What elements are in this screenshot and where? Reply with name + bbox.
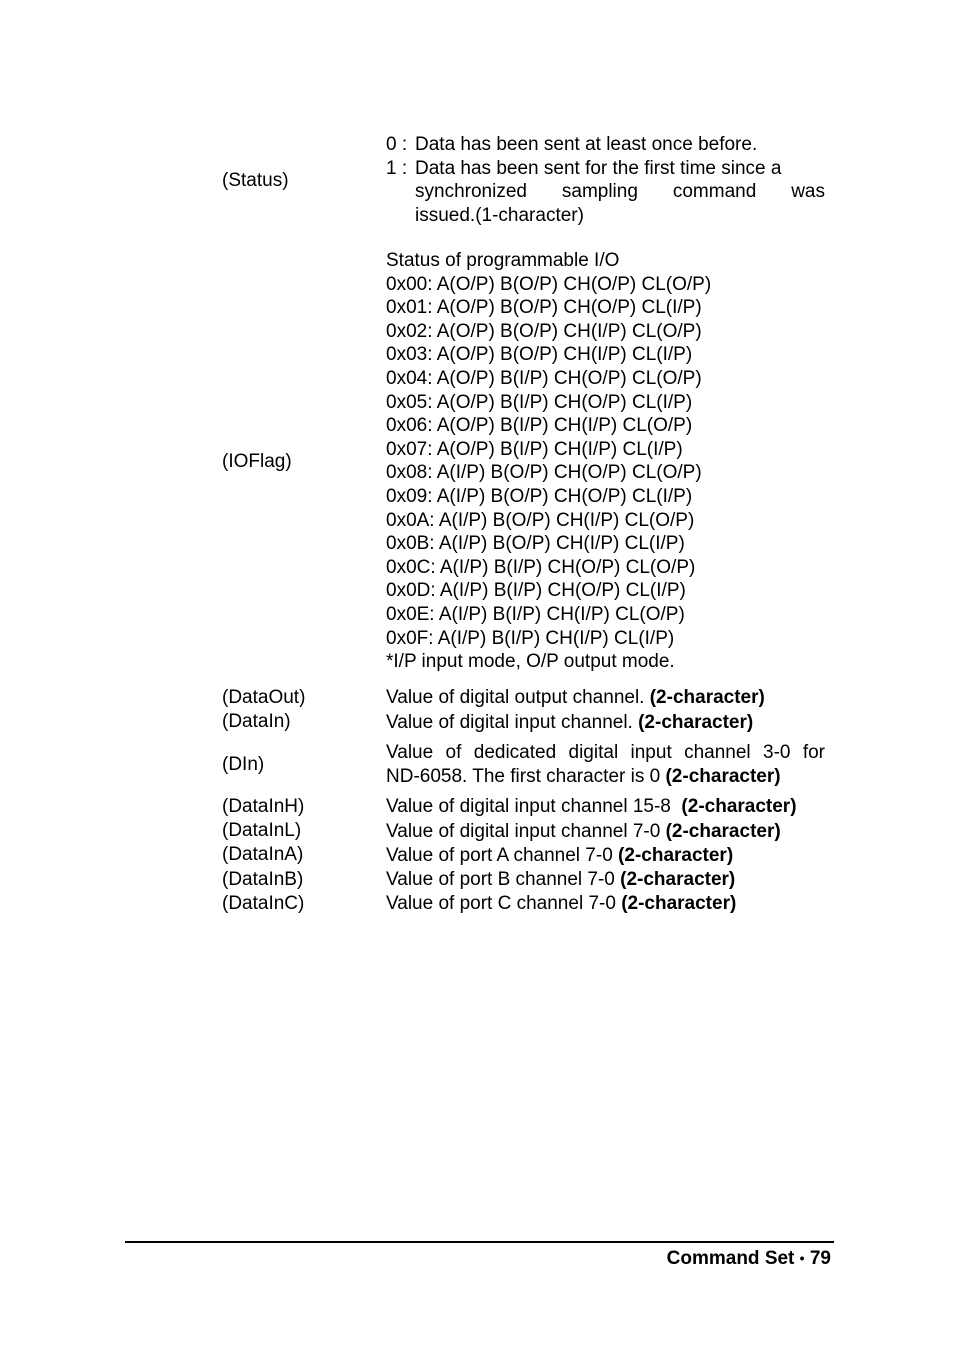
label-din: (DIn)	[222, 754, 265, 775]
label-datainb: (DataInB)	[222, 869, 304, 890]
status-item-1-line-1: Data has been sent for the first time since a	[415, 157, 782, 179]
ioflag-code: 0x09: A(I/P) B(O/P) CH(O/P) CL(I/P)	[386, 485, 693, 507]
datain-text: Value of digital input channel.	[386, 712, 639, 733]
label-datain: (DataIn)	[222, 711, 291, 732]
din-line-2	[386, 765, 825, 789]
label-dataout: (DataOut)	[222, 687, 306, 708]
datainc-text: Value of port C channel 7-0	[386, 893, 622, 914]
ioflag-code: 0x03: A(O/P) B(O/P) CH(I/P) CL(I/P)	[386, 344, 693, 366]
ioflag-code: 0x0E: A(I/P) B(I/P) CH(I/P) CL(O/P)	[386, 603, 685, 625]
datain-text-line	[386, 711, 825, 735]
din-description	[386, 741, 825, 788]
datainl-text: Value of digital input channel 7-0	[386, 821, 666, 842]
ioflag-code: 0x05: A(O/P) B(I/P) CH(O/P) CL(I/P)	[386, 391, 693, 413]
status-item-1-line-2: synchronized sampling command was	[415, 181, 825, 203]
ioflag-code: 0x06: A(O/P) B(I/P) CH(I/P) CL(O/P)	[386, 415, 693, 437]
label-status: (Status)	[222, 170, 289, 191]
ioflag-code: 0x00: A(O/P) B(O/P) CH(O/P) CL(O/P)	[386, 273, 712, 295]
ioflag-description	[386, 249, 825, 674]
dataina-size: (2-character)	[618, 845, 734, 866]
ioflag-note: *I/P input mode, O/P output mode.	[386, 651, 675, 673]
ioflag-code: 0x02: A(O/P) B(O/P) CH(I/P) CL(O/P)	[386, 320, 702, 342]
ioflag-code: 0x0C: A(I/P) B(I/P) CH(O/P) CL(O/P)	[386, 556, 696, 578]
dataout-text-line	[386, 686, 825, 710]
label-ioflag: (IOFlag)	[222, 451, 292, 472]
datainc-description	[386, 892, 825, 916]
datain-description	[386, 711, 825, 735]
datainb-text: Value of port B channel 7-0	[386, 869, 621, 890]
label-datainl: (DataInL)	[222, 820, 302, 841]
ioflag-code: 0x01: A(O/P) B(O/P) CH(O/P) CL(I/P)	[386, 297, 702, 319]
page-number: 79	[809, 1248, 831, 1269]
datainb-size: (2-character)	[620, 869, 736, 890]
datainc-text-line	[386, 892, 825, 916]
status-item-1-line-3: issued.(1-character)	[415, 204, 584, 226]
dataina-text-line	[386, 844, 825, 868]
label-datainh: (DataInH)	[222, 796, 305, 817]
datainh-text-line	[386, 795, 825, 819]
ioflag-code: 0x07: A(O/P) B(I/P) CH(I/P) CL(I/P)	[386, 438, 683, 460]
ioflag-code: 0x04: A(O/P) B(I/P) CH(O/P) CL(O/P)	[386, 367, 702, 389]
din-text: ND-6058. The first character is 0	[386, 765, 666, 787]
label-datainc: (DataInC)	[222, 893, 305, 914]
datainb-description	[386, 868, 825, 892]
datain-size: (2-character)	[638, 712, 754, 733]
ioflag-code: 0x08: A(I/P) B(O/P) CH(O/P) CL(O/P)	[386, 462, 702, 484]
label-dataina: (DataInA)	[222, 844, 304, 865]
ioflag-code: 0x0A: A(I/P) B(O/P) CH(I/P) CL(O/P)	[386, 509, 695, 531]
datainh-text: Value of digital input channel 15-8	[386, 796, 682, 817]
datainl-text-line	[386, 820, 825, 844]
status-item-0	[386, 133, 825, 157]
status-item-1	[386, 157, 825, 228]
status-item-0-number: 0 :	[386, 134, 408, 155]
datainc-size: (2-character)	[621, 893, 737, 914]
ioflag-heading: Status of programmable I/O	[386, 250, 620, 271]
datainh-size: (2-character)	[681, 796, 797, 817]
dataout-size: (2-character)	[649, 687, 765, 708]
dataout-text: Value of digital output channel.	[386, 687, 650, 708]
dataina-description	[386, 844, 825, 868]
status-item-0-text: Data has been sent at least once before.	[415, 134, 758, 155]
ioflag-code: 0x0B: A(I/P) B(O/P) CH(I/P) CL(I/P)	[386, 533, 685, 555]
dataina-text: Value of port A channel 7-0	[386, 845, 619, 866]
dataout-description	[386, 686, 825, 710]
page-footer	[667, 1245, 831, 1272]
datainh-description	[386, 795, 825, 819]
status-item-1-number: 1 :	[386, 157, 408, 179]
footer-rule	[125, 1241, 834, 1243]
status-description	[386, 133, 825, 227]
footer-section-title: Command Set	[666, 1248, 795, 1269]
footer-bullet: •	[799, 1250, 805, 1266]
ioflag-code: 0x0D: A(I/P) B(I/P) CH(O/P) CL(I/P)	[386, 580, 686, 602]
datainb-text-line	[386, 868, 825, 892]
ioflag-code: 0x0F: A(I/P) B(I/P) CH(I/P) CL(I/P)	[386, 627, 675, 649]
din-size: (2-character)	[665, 765, 781, 787]
din-line-1: Value of dedicated digital input channel 3-0 for	[386, 742, 825, 763]
datainl-description	[386, 820, 825, 844]
datainl-size: (2-character)	[665, 821, 781, 842]
